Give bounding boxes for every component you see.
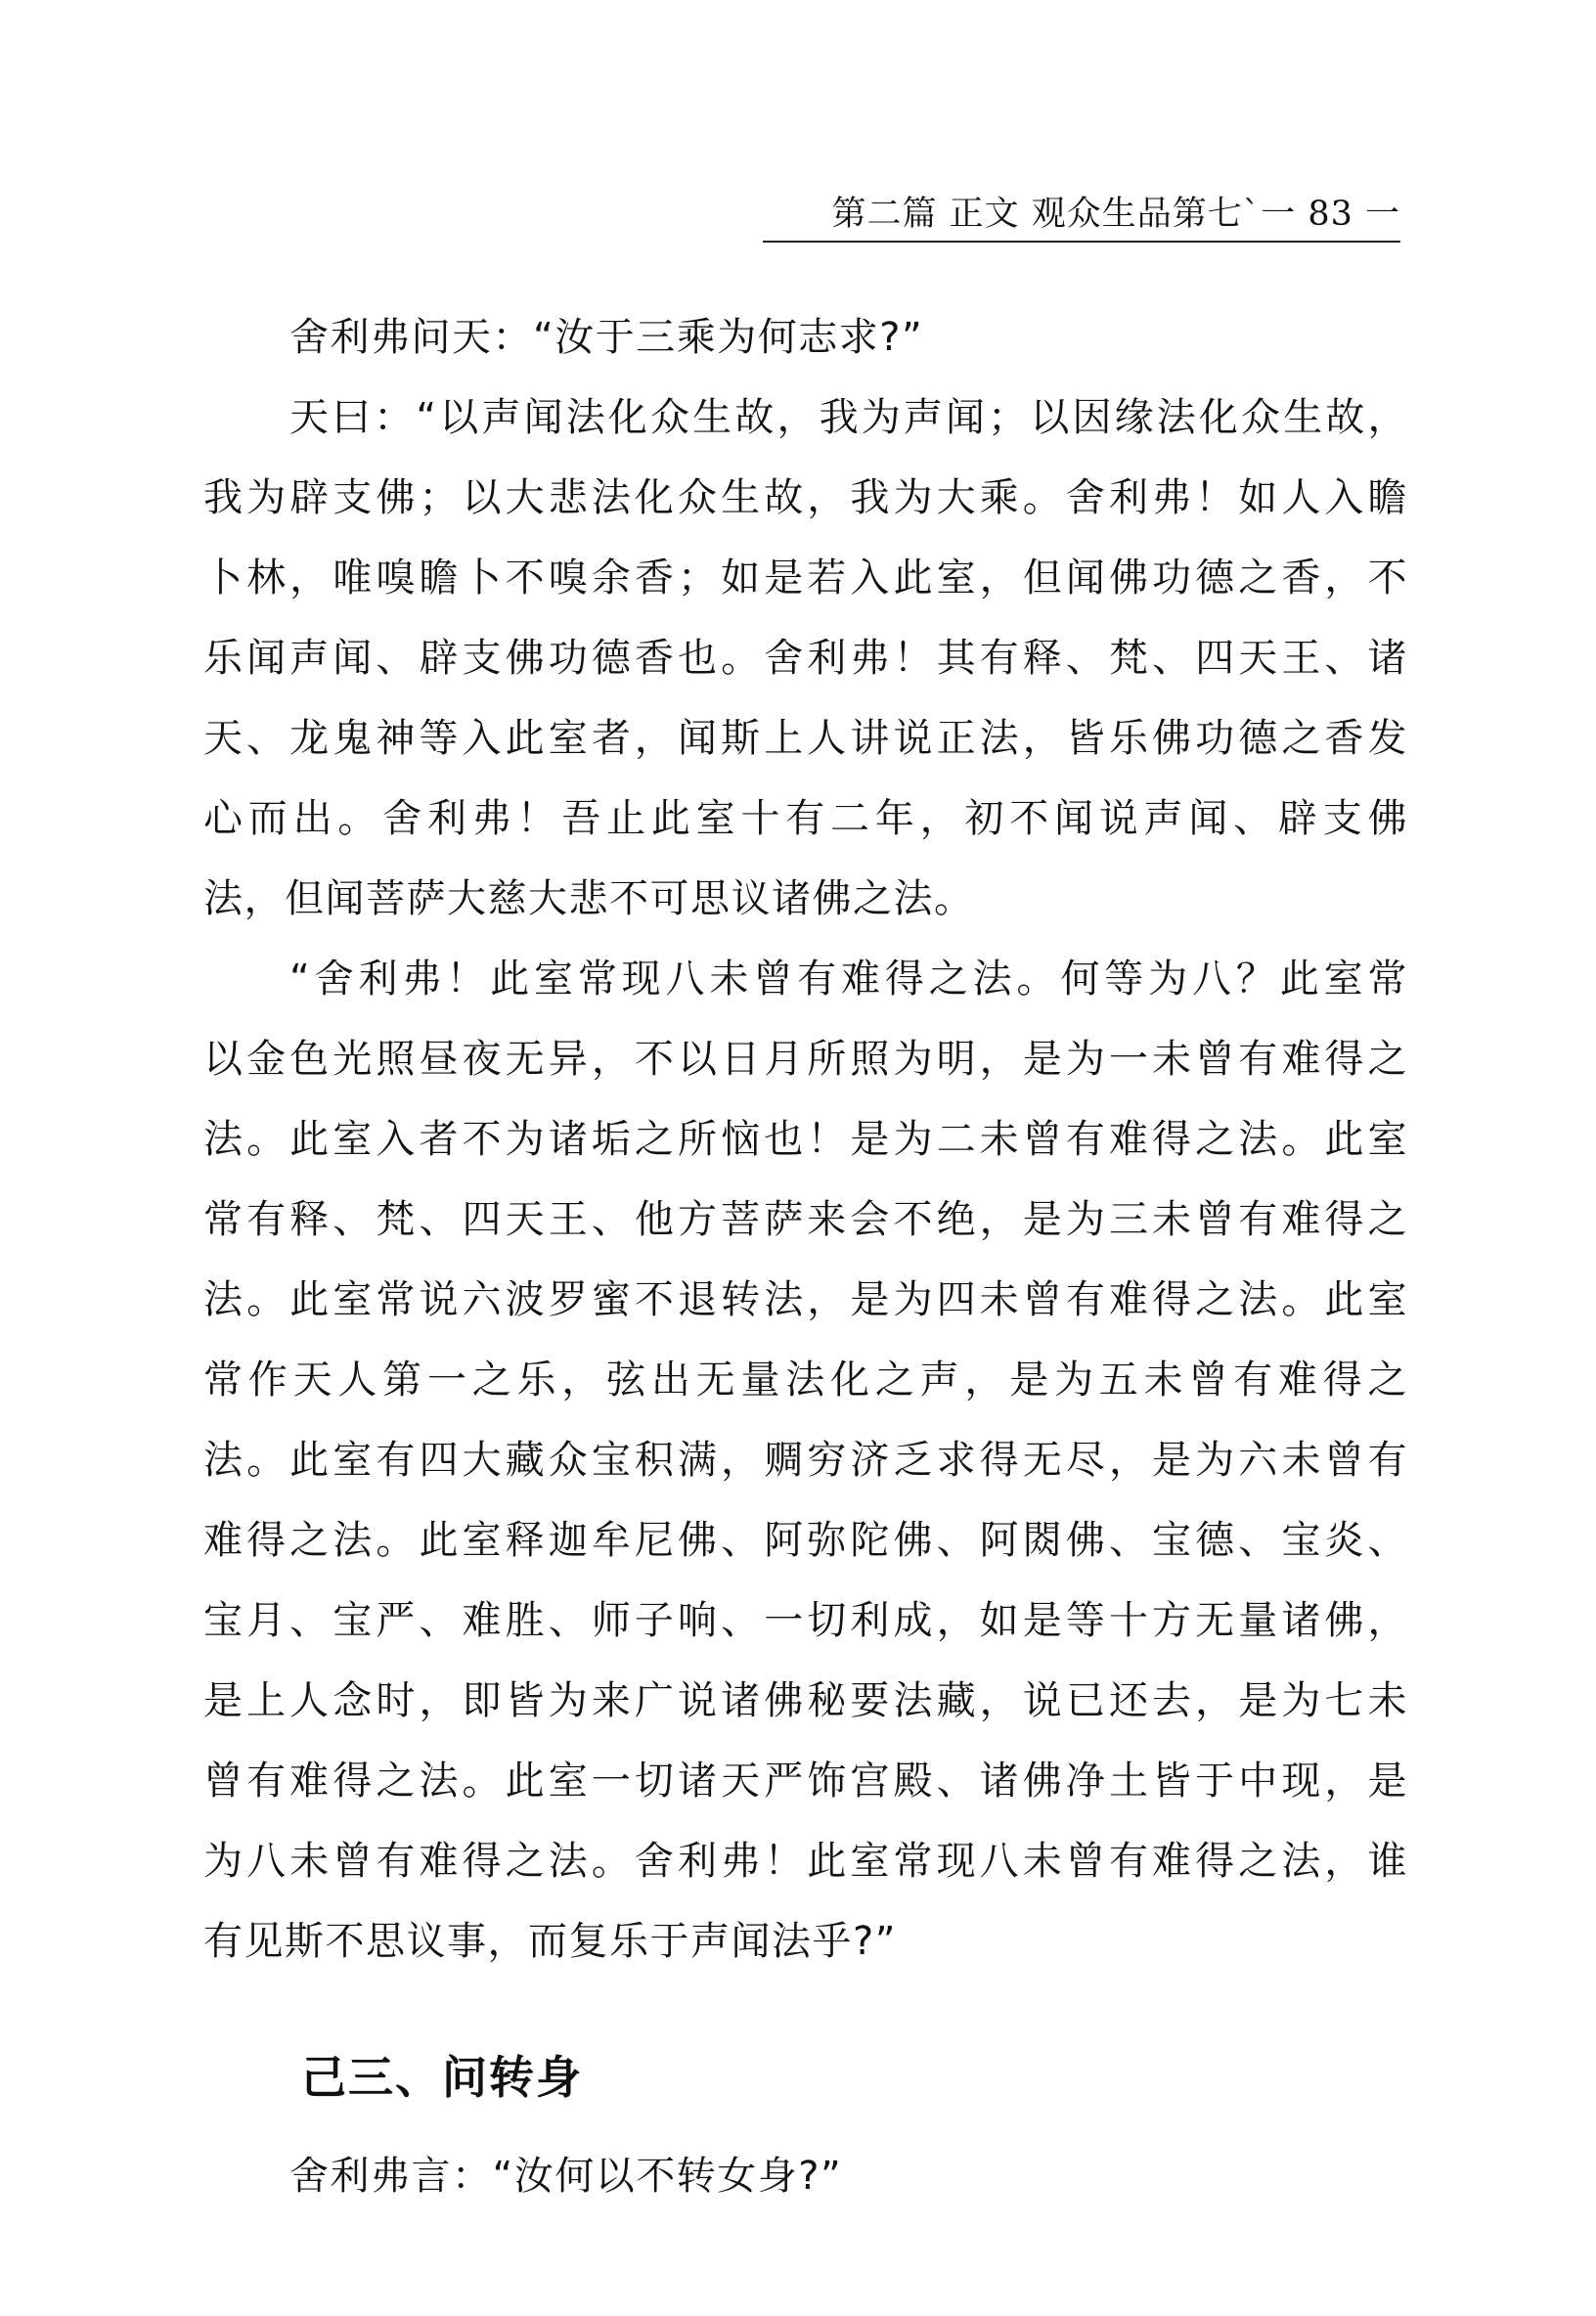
text-line: 法。此室入者不为诸垢之所恼也！是为二未曾有难得之法。此室 [203, 1117, 1408, 1162]
text-line: 有见斯不思议事，而复乐于声闻法乎?” [203, 1919, 897, 1964]
text-line: 天、龙鬼神等入此室者，闻斯上人讲说正法，皆乐佛功德之香发 [203, 716, 1408, 761]
header-rule [763, 241, 1400, 243]
text-line: 我为辟支佛；以大悲法化众生故，我为大乘。舍利弗！如人入瞻 [203, 475, 1408, 520]
text-line: 宝月、宝严、难胜、师子响、一切利成，如是等十方无量诸佛， [203, 1598, 1408, 1643]
text-line: 为八未曾有难得之法。舍利弗！此室常现八未曾有难得之法，谁 [203, 1839, 1408, 1884]
body-text [203, 297, 1408, 1982]
text-line: 以金色光照昼夜无异，不以日月所照为明，是为一未曾有难得之 [203, 1037, 1408, 1082]
text-line: “舍利弗！此室常现八未曾有难得之法。何等为八？此室常 [289, 957, 1408, 1002]
text-line: 舍利弗问天：“汝于三乘为何志求?” [289, 315, 924, 360]
text-line: 法。此室有四大藏众宝积满，赒穷济乏求得无尽，是为六未曾有 [203, 1438, 1408, 1483]
text-line: 心而出。舍利弗！吾止此室十有二年，初不闻说声闻、辟支佛 [203, 796, 1408, 841]
running-head: 第二篇 正文 观众生品第七`一 83 一 [831, 195, 1400, 234]
text-line: 曾有难得之法。此室一切诸天严饰宫殿、诸佛净土皆于中现，是 [203, 1759, 1408, 1804]
text-line: 难得之法。此室释迦牟尼佛、阿弥陀佛、阿閦佛、宝德、宝炎、 [203, 1518, 1408, 1563]
text-line: 法，但闻菩萨大慈大悲不可思议诸佛之法。 [203, 876, 975, 921]
section-heading: 己三、问转身 [301, 2051, 583, 2104]
text-line: 舍利弗言：“汝何以不转女身?” [289, 2154, 843, 2199]
text-line: 是上人念时，即皆为来广说诸佛秘要法藏，说已还去，是为七未 [203, 1678, 1408, 1723]
text-line: 法。此室常说六波罗蜜不退转法，是为四未曾有难得之法。此室 [203, 1277, 1408, 1322]
text-line: 天曰：“以声闻法化众生故，我为声闻；以因缘法化众生故， [289, 395, 1408, 440]
text-line: 常有释、梵、四天王、他方菩萨来会不绝，是为三未曾有难得之 [203, 1197, 1408, 1242]
text-line: 卜林，唯嗅瞻卜不嗅余香；如是若入此室，但闻佛功德之香，不 [203, 556, 1408, 601]
text-line: 常作天人第一之乐，弦出无量法化之声，是为五未曾有难得之 [203, 1358, 1408, 1403]
text-line: 乐闻声闻、辟支佛功德香也。舍利弗！其有释、梵、四天王、诸 [203, 636, 1408, 681]
